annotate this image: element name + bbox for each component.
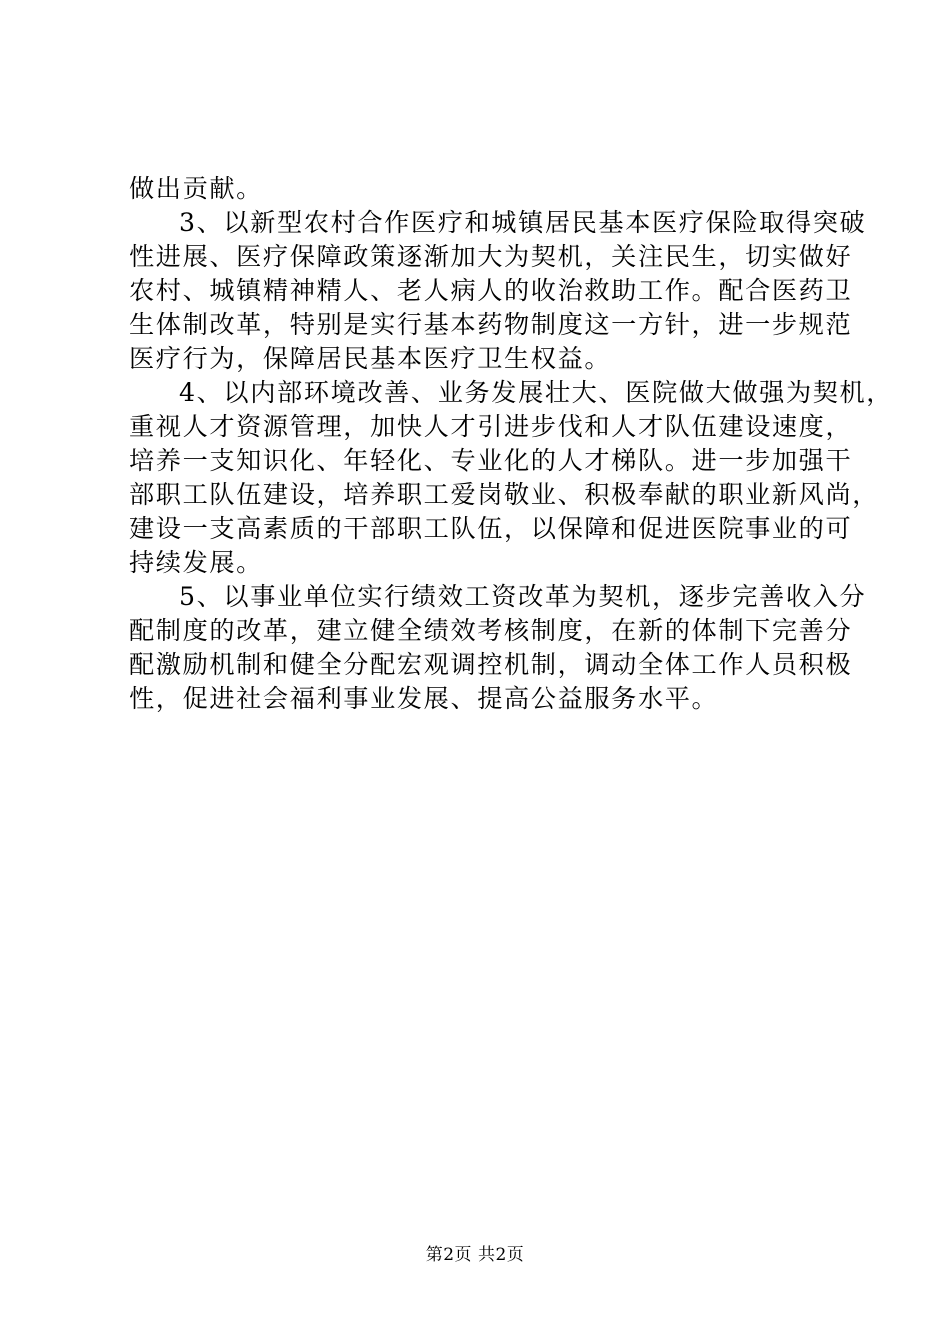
page-footer xyxy=(0,1244,950,1266)
paragraph-4-start: 4、以内部环境改善、业务发展壮大、医院做大做强为契机， xyxy=(179,378,894,407)
text-line: 培养一支知识化、年轻化、专业化的人才梯队。进一步加强干 xyxy=(129,446,853,475)
text-line: 配制度的改革，建立健全绩效考核制度，在新的体制下完善分 xyxy=(129,616,853,645)
text-line: 性，促进社会福利事业发展、提高公益服务水平。 xyxy=(129,684,719,713)
text-line: 做出贡献。 xyxy=(129,174,263,203)
text-line: 持续发展。 xyxy=(129,548,263,577)
text-line: 配激励机制和健全分配宏观调控机制，调动全体工作人员积极 xyxy=(129,650,853,679)
text-line: 医疗行为，保障居民基本医疗卫生权益。 xyxy=(129,344,612,373)
document-body xyxy=(129,172,894,716)
text-line: 部职工队伍建设，培养职工爱岗敬业、积极奉献的职业新风尚， xyxy=(129,480,880,509)
paragraph-5-start: 5、以事业单位实行绩效工资改革为契机，逐步完善收入分 xyxy=(179,582,867,611)
text-line: 建设一支高素质的干部职工队伍，以保障和促进医院事业的可 xyxy=(129,514,853,543)
text-line: 生体制改革，特别是实行基本药物制度这一方针，进一步规范 xyxy=(129,310,853,339)
text-line: 性进展、医疗保障政策逐渐加大为契机，关注民生，切实做好 xyxy=(129,242,853,271)
text-line: 重视人才资源管理，加快人才引进步伐和人才队伍建设速度， xyxy=(129,412,853,441)
paragraph-3-start: 3、以新型农村合作医疗和城镇居民基本医疗保险取得突破 xyxy=(179,208,867,237)
page-number: 第2页 共2页 xyxy=(425,1245,525,1265)
text-line: 农村、城镇精神精人、老人病人的收治救助工作。配合医药卫 xyxy=(129,276,853,305)
